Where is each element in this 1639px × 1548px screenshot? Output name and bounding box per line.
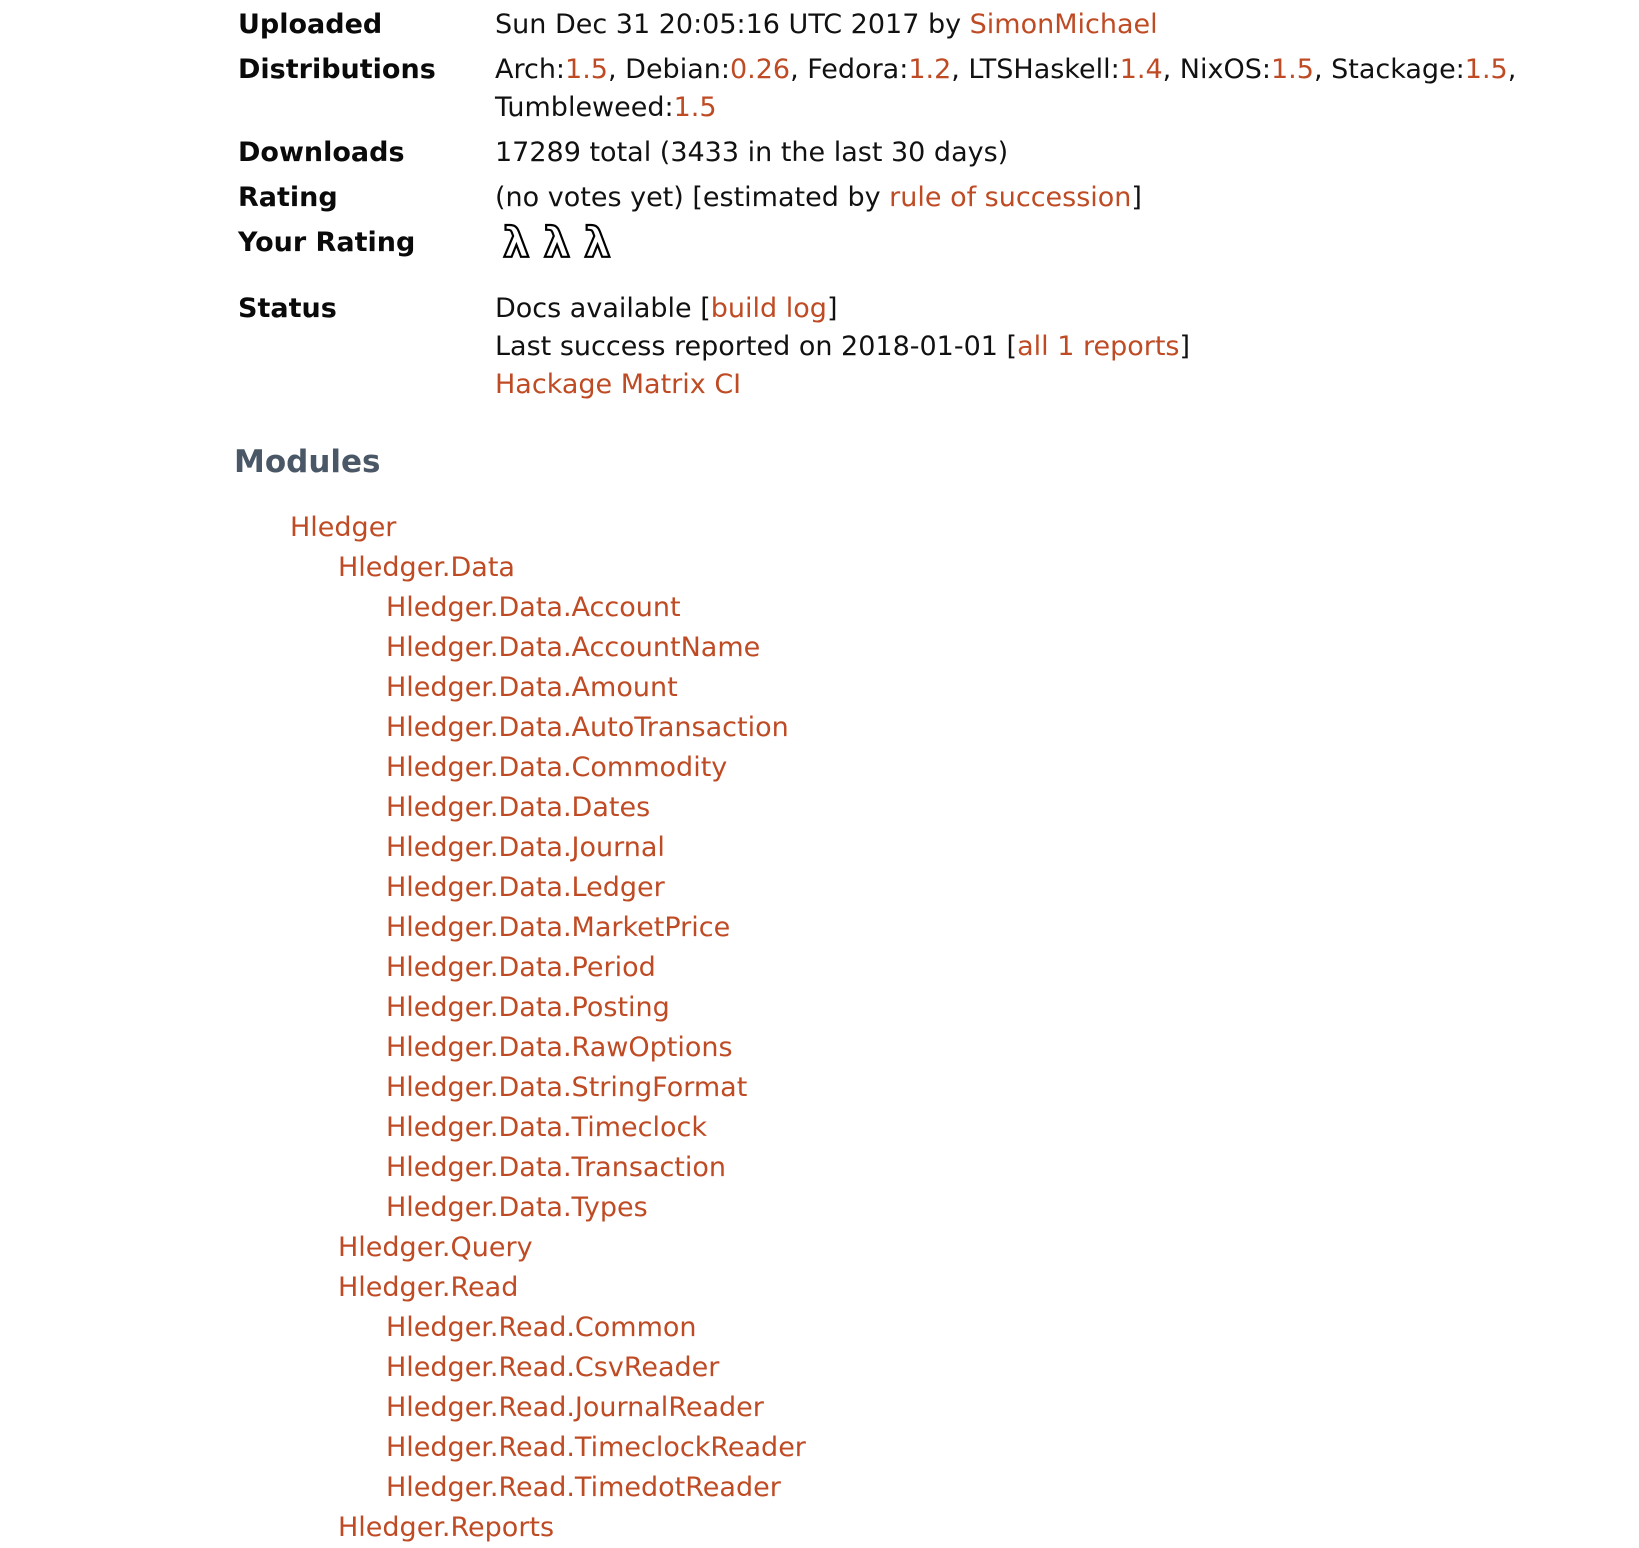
module-row: [0, 1188, 1639, 1228]
module-link[interactable]: Hledger.Data.Account: [386, 592, 681, 623]
module-row: [0, 828, 1639, 868]
uploader-link[interactable]: SimonMichael: [969, 9, 1158, 40]
property-label: Rating: [238, 182, 338, 213]
property-value-line: [495, 328, 1190, 366]
module-link[interactable]: Hledger.Data.Dates: [386, 792, 651, 823]
text-segment: , Fedora:: [790, 54, 909, 85]
text-segment: , Debian:: [607, 54, 730, 85]
text-segment: , LTSHaskell:: [951, 54, 1120, 85]
property-value-line: [495, 179, 1142, 217]
property-value: [495, 134, 1008, 172]
module-link[interactable]: Hledger.Data.StringFormat: [386, 1072, 748, 1103]
module-row: [0, 1068, 1639, 1108]
rule-of-succession-link[interactable]: rule of succession: [889, 182, 1132, 213]
property-row: [0, 218, 1639, 270]
module-row: [0, 1308, 1639, 1348]
module-link[interactable]: Hledger.Reports: [338, 1512, 555, 1543]
module-row: [0, 1148, 1639, 1188]
module-row: [0, 1388, 1639, 1428]
module-link[interactable]: Hledger.Data: [338, 552, 515, 583]
module-row: [0, 708, 1639, 748]
module-row: [0, 548, 1639, 588]
property-value: [495, 6, 1158, 44]
module-row: [0, 1268, 1639, 1308]
stackage-version-link[interactable]: 1.5: [1464, 54, 1508, 85]
module-row: [0, 1508, 1639, 1548]
module-link[interactable]: Hledger.Data.RawOptions: [386, 1032, 733, 1063]
package-properties: [0, 0, 1639, 404]
property-row: [0, 179, 1639, 217]
text-segment: ]: [1179, 331, 1191, 362]
module-row: [0, 1028, 1639, 1068]
module-row: [0, 508, 1639, 548]
property-row: [0, 290, 1639, 404]
module-row: [0, 948, 1639, 988]
module-link[interactable]: Hledger.Read.Common: [386, 1312, 697, 1343]
property-value-line: [495, 6, 1158, 44]
property-row: [0, 51, 1639, 127]
property-row: [0, 6, 1639, 44]
module-row: [0, 788, 1639, 828]
property-label: Status: [238, 293, 337, 324]
property-value: [495, 179, 1142, 217]
rating-lambda-icon[interactable]: λ: [503, 218, 530, 267]
module-link[interactable]: Hledger.Data.AccountName: [386, 632, 761, 663]
text-segment: Last success reported on 2018-01-01 [: [495, 331, 1018, 362]
text-segment: , Stackage:: [1313, 54, 1465, 85]
all-reports-link[interactable]: all 1 reports: [1017, 331, 1180, 362]
module-link[interactable]: Hledger: [290, 512, 397, 543]
property-label: Distributions: [238, 54, 436, 85]
text-segment: , Tumbleweed:: [495, 54, 1517, 123]
module-row: [0, 1428, 1639, 1468]
property-value-line: [495, 290, 1190, 328]
text-segment: Sun Dec 31 20:05:16 UTC 2017 by: [495, 9, 970, 40]
build-log-link[interactable]: build log: [710, 293, 827, 324]
debian-version-link[interactable]: 0.26: [729, 54, 791, 85]
module-link[interactable]: Hledger.Data.Commodity: [386, 752, 728, 783]
property-label: Downloads: [238, 137, 405, 168]
property-value: [495, 51, 1535, 127]
hackage-matrix-ci-link[interactable]: Hackage Matrix CI: [495, 369, 742, 400]
property-value-line: [495, 366, 1190, 404]
module-link[interactable]: Hledger.Data.Posting: [386, 992, 670, 1023]
property-label: Uploaded: [238, 9, 383, 40]
rating-lambda-icon[interactable]: λ: [543, 218, 571, 267]
module-link[interactable]: Hledger.Data.Transaction: [386, 1152, 727, 1183]
module-row: [0, 868, 1639, 908]
text-segment: 17289 total (3433 in the last 30 days): [495, 137, 1009, 168]
property-row: [0, 134, 1639, 172]
module-row: [0, 1108, 1639, 1148]
arch-version-link[interactable]: 1.5: [565, 54, 608, 85]
tumbleweed-version-link[interactable]: 1.5: [673, 92, 717, 123]
module-row: [0, 588, 1639, 628]
module-list: [0, 508, 1639, 1548]
module-link[interactable]: Hledger.Data.MarketPrice: [386, 912, 731, 943]
text-segment: Docs available [: [495, 293, 711, 324]
text-segment: , NixOS:: [1162, 54, 1271, 85]
module-link[interactable]: Hledger.Data.Ledger: [386, 872, 665, 903]
module-link[interactable]: Hledger.Read.TimedotReader: [386, 1472, 781, 1503]
module-row: [0, 908, 1639, 948]
text-segment: (no votes yet) [estimated by: [495, 182, 890, 213]
ltshaskell-version-link[interactable]: 1.4: [1119, 54, 1163, 85]
module-link[interactable]: Hledger.Data.Journal: [386, 832, 665, 863]
module-row: [0, 988, 1639, 1028]
module-row: [0, 668, 1639, 708]
module-link[interactable]: Hledger.Data.Types: [386, 1192, 648, 1223]
module-link[interactable]: Hledger.Read.JournalReader: [386, 1392, 764, 1423]
fedora-version-link[interactable]: 1.2: [908, 54, 952, 85]
property-value: [495, 290, 1190, 404]
nixos-version-link[interactable]: 1.5: [1270, 54, 1314, 85]
module-link[interactable]: Hledger.Query: [338, 1232, 533, 1263]
property-value-line: [495, 51, 1535, 127]
modules-heading: Modules: [234, 444, 381, 480]
module-link[interactable]: Hledger.Read.CsvReader: [386, 1352, 720, 1383]
module-link[interactable]: Hledger.Read: [338, 1272, 519, 1303]
module-link[interactable]: Hledger.Data.AutoTransaction: [386, 712, 789, 743]
module-row: [0, 1228, 1639, 1268]
module-link[interactable]: Hledger.Data.Amount: [386, 672, 678, 703]
text-segment: ]: [1131, 182, 1142, 213]
module-link[interactable]: Hledger.Data.Timeclock: [386, 1112, 707, 1143]
rating-lambda-icon[interactable]: λ: [584, 218, 611, 267]
module-link[interactable]: Hledger.Read.TimeclockReader: [386, 1432, 806, 1463]
text-segment: ]: [826, 293, 838, 324]
property-label: Your Rating: [238, 227, 416, 258]
property-value: [495, 218, 625, 268]
text-segment: Arch:: [495, 54, 566, 85]
property-value-line: [495, 134, 1008, 172]
module-row: [0, 748, 1639, 788]
module-row: [0, 628, 1639, 668]
module-row: [0, 1468, 1639, 1508]
module-link[interactable]: Hledger.Data.Period: [386, 952, 656, 983]
module-row: [0, 1348, 1639, 1388]
